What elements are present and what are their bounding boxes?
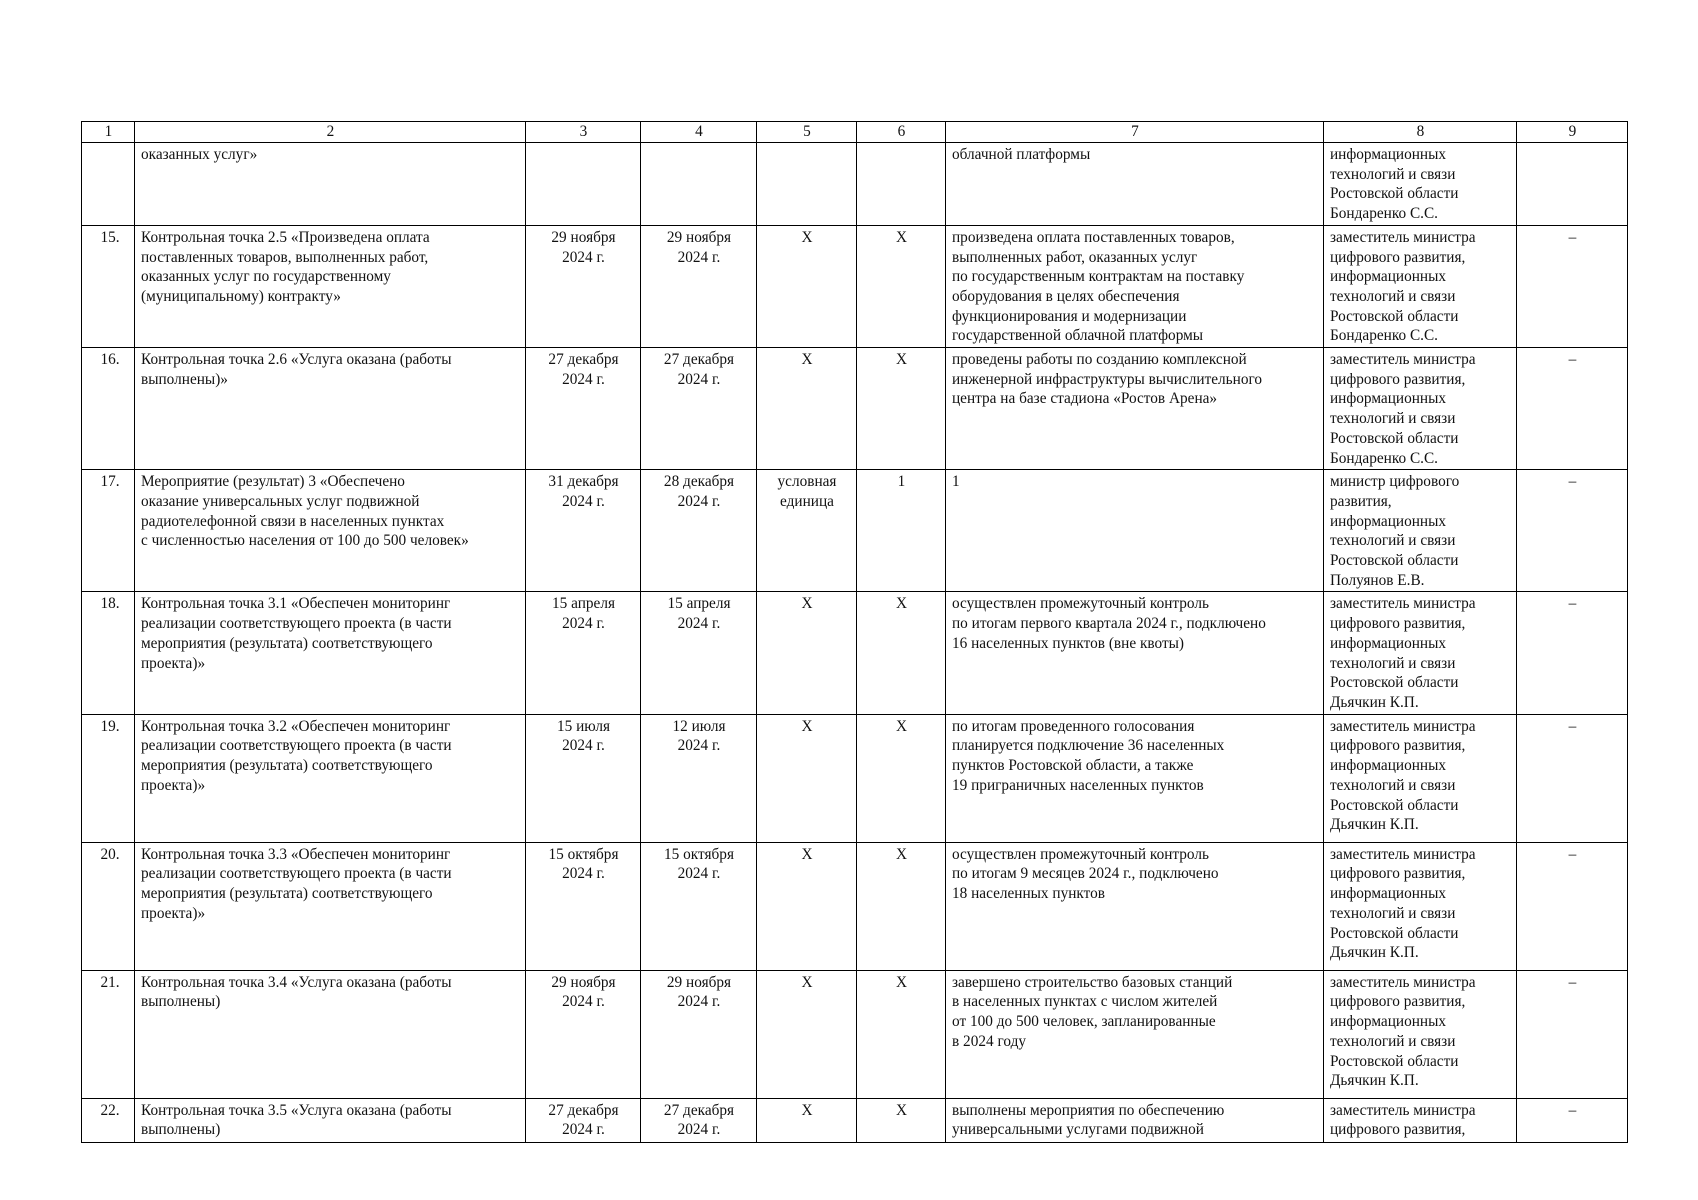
actual-date: 28 декабря 2024 г. — [641, 470, 757, 592]
note-dash: – — [1517, 842, 1628, 970]
column-number: 6 — [857, 122, 946, 143]
table-row — [82, 592, 1628, 714]
plan-date: 29 ноября 2024 г. — [526, 225, 641, 347]
row-number: 20. — [82, 842, 135, 970]
plan-value: 1 — [857, 470, 946, 592]
result-description: 1 — [946, 470, 1324, 592]
table-row — [82, 225, 1628, 347]
result-description: облачной платформы — [946, 143, 1324, 226]
control-points-table — [81, 121, 1628, 1143]
plan-date — [526, 143, 641, 226]
column-number: 5 — [757, 122, 857, 143]
unit-of-measure: Х — [757, 970, 857, 1098]
actual-date: 27 декабря 2024 г. — [641, 348, 757, 470]
plan-date: 15 октября 2024 г. — [526, 842, 641, 970]
actual-date: 15 октября 2024 г. — [641, 842, 757, 970]
responsible-person: информационных технологий и связи Ростовской области Бондаренко С.С. — [1324, 143, 1517, 226]
result-description: проведены работы по созданию комплексной инженерной инфраструктуры вычислительного центра на базе стадиона «Ростов Арена» — [946, 348, 1324, 470]
note-dash: – — [1517, 970, 1628, 1098]
note-dash: – — [1517, 592, 1628, 714]
table-row — [82, 842, 1628, 970]
plan-value: Х — [857, 592, 946, 714]
plan-date: 27 декабря 2024 г. — [526, 1098, 641, 1142]
event-name: Контрольная точка 3.5 «Услуга оказана (работы выполнены) — [135, 1098, 526, 1142]
responsible-person: заместитель министра цифрового развития, информационных технологий и связи Ростовской области Дьячкин К.П. — [1324, 592, 1517, 714]
plan-date: 29 ноября 2024 г. — [526, 970, 641, 1098]
responsible-person: заместитель министра цифрового развития, информационных технологий и связи Ростовской области Дьячкин К.П. — [1324, 970, 1517, 1098]
responsible-person: заместитель министра цифрового развития, информационных технологий и связи Ростовской области Бондаренко С.С. — [1324, 348, 1517, 470]
responsible-person: заместитель министра цифрового развития, информационных технологий и связи Ростовской области Дьячкин К.П. — [1324, 842, 1517, 970]
responsible-person: заместитель министра цифрового развития, — [1324, 1098, 1517, 1142]
row-number: 19. — [82, 714, 135, 842]
plan-value — [857, 143, 946, 226]
row-number: 16. — [82, 348, 135, 470]
plan-date: 27 декабря 2024 г. — [526, 348, 641, 470]
actual-date: 12 июля 2024 г. — [641, 714, 757, 842]
responsible-person: министр цифрового развития, информационных технологий и связи Ростовской области Полуянов Е.В. — [1324, 470, 1517, 592]
event-name: Контрольная точка 3.2 «Обеспечен мониторинг реализации соответствующего проекта (в части мероприятия (результата) соответствующего проекта)» — [135, 714, 526, 842]
column-number-row — [82, 122, 1628, 143]
event-name: Контрольная точка 3.4 «Услуга оказана (работы выполнены) — [135, 970, 526, 1098]
unit-of-measure: Х — [757, 842, 857, 970]
result-description: завершено строительство базовых станций в населенных пунктах с числом жителей от 100 до 500 человек, запланированные в 2024 году — [946, 970, 1324, 1098]
plan-date: 31 декабря 2024 г. — [526, 470, 641, 592]
actual-date: 29 ноября 2024 г. — [641, 225, 757, 347]
event-name: Мероприятие (результат) 3 «Обеспечено оказание универсальных услуг подвижной радиотелефонной связи в населенных пунктах с численностью населения от 100 до 500 человек» — [135, 470, 526, 592]
note-dash: – — [1517, 225, 1628, 347]
result-description: по итогам проведенного голосования планируется подключение 36 населенных пунктов Ростовской области, а также 19 приграничных населенных пунктов — [946, 714, 1324, 842]
column-number: 2 — [135, 122, 526, 143]
plan-value: Х — [857, 1098, 946, 1142]
event-name: Контрольная точка 2.6 «Услуга оказана (работы выполнены)» — [135, 348, 526, 470]
note-dash: – — [1517, 714, 1628, 842]
table-row — [82, 143, 1628, 226]
event-name: оказанных услуг» — [135, 143, 526, 226]
row-number — [82, 143, 135, 226]
unit-of-measure: условная единица — [757, 470, 857, 592]
unit-of-measure: Х — [757, 592, 857, 714]
table-row — [82, 1098, 1628, 1142]
result-description: осуществлен промежуточный контроль по итогам первого квартала 2024 г., подключено 16 населенных пунктов (вне квоты) — [946, 592, 1324, 714]
column-number: 7 — [946, 122, 1324, 143]
column-number: 8 — [1324, 122, 1517, 143]
unit-of-measure — [757, 143, 857, 226]
responsible-person: заместитель министра цифрового развития, информационных технологий и связи Ростовской области Бондаренко С.С. — [1324, 225, 1517, 347]
unit-of-measure: Х — [757, 714, 857, 842]
plan-value: Х — [857, 225, 946, 347]
note-dash: – — [1517, 1098, 1628, 1142]
table-row — [82, 970, 1628, 1098]
result-description: осуществлен промежуточный контроль по итогам 9 месяцев 2024 г., подключено 18 населенных пунктов — [946, 842, 1324, 970]
plan-value: Х — [857, 348, 946, 470]
plan-value: Х — [857, 842, 946, 970]
row-number: 21. — [82, 970, 135, 1098]
column-number: 9 — [1517, 122, 1628, 143]
unit-of-measure: Х — [757, 225, 857, 347]
table-row — [82, 714, 1628, 842]
note-dash — [1517, 143, 1628, 226]
actual-date: 29 ноября 2024 г. — [641, 970, 757, 1098]
row-number: 18. — [82, 592, 135, 714]
row-number: 15. — [82, 225, 135, 347]
table-row — [82, 348, 1628, 470]
table-body — [82, 122, 1628, 1143]
event-name: Контрольная точка 3.1 «Обеспечен мониторинг реализации соответствующего проекта (в части мероприятия (результата) соответствующего проекта)» — [135, 592, 526, 714]
result-description: выполнены мероприятия по обеспечению универсальными услугами подвижной — [946, 1098, 1324, 1142]
row-number: 22. — [82, 1098, 135, 1142]
unit-of-measure: Х — [757, 348, 857, 470]
column-number: 4 — [641, 122, 757, 143]
note-dash: – — [1517, 348, 1628, 470]
column-number: 1 — [82, 122, 135, 143]
plan-date: 15 июля 2024 г. — [526, 714, 641, 842]
plan-value: Х — [857, 970, 946, 1098]
column-number: 3 — [526, 122, 641, 143]
event-name: Контрольная точка 2.5 «Произведена оплата поставленных товаров, выполненных работ, оказанных услуг по государственному (муниципальному) контракту» — [135, 225, 526, 347]
event-name: Контрольная точка 3.3 «Обеспечен мониторинг реализации соответствующего проекта (в части мероприятия (результата) соответствующего проекта)» — [135, 842, 526, 970]
note-dash: – — [1517, 470, 1628, 592]
actual-date — [641, 143, 757, 226]
actual-date: 27 декабря 2024 г. — [641, 1098, 757, 1142]
responsible-person: заместитель министра цифрового развития, информационных технологий и связи Ростовской области Дьячкин К.П. — [1324, 714, 1517, 842]
plan-date: 15 апреля 2024 г. — [526, 592, 641, 714]
result-description: произведена оплата поставленных товаров, выполненных работ, оказанных услуг по государственным контрактам на поставку оборудования в целях обеспечения функционирования и модернизации государственной облачной платформы — [946, 225, 1324, 347]
actual-date: 15 апреля 2024 г. — [641, 592, 757, 714]
plan-value: Х — [857, 714, 946, 842]
table-row — [82, 470, 1628, 592]
unit-of-measure: Х — [757, 1098, 857, 1142]
row-number: 17. — [82, 470, 135, 592]
